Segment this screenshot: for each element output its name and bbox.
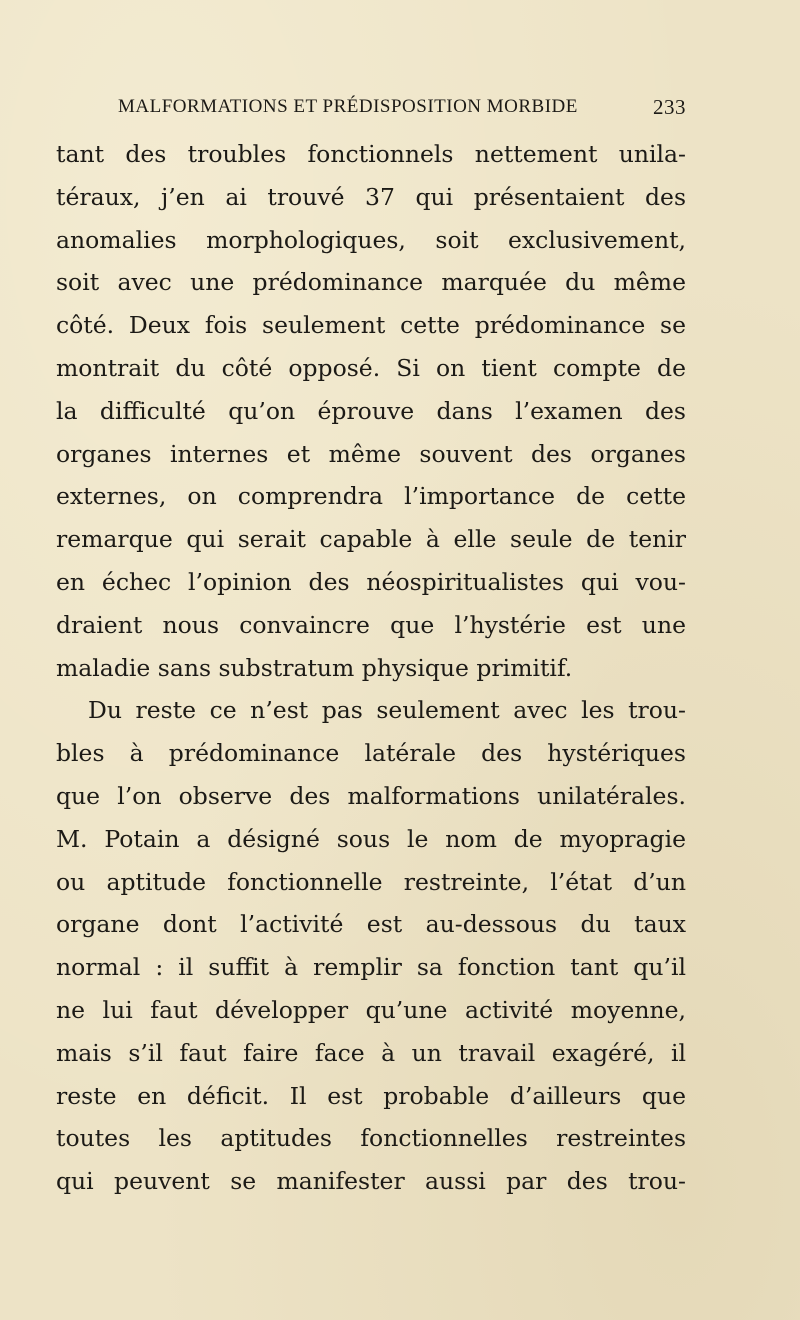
- text-line: organes internes et même souvent des organes: [56, 439, 686, 468]
- text-line: normal : il suffit à remplir sa fonction tant qu’il: [56, 953, 686, 982]
- text-line: mais s’il faut faire face à un travail exagéré, il: [56, 1038, 686, 1067]
- text-line: organe dont l’activité est au-dessous du taux: [56, 910, 686, 939]
- paragraph-end-line: maladie sans substratum physique primitif.: [56, 653, 573, 682]
- body-text: [56, 133, 686, 1203]
- text-line: bles à prédominance latérale des hystériques: [56, 739, 686, 768]
- text-line: ou aptitude fonctionnelle restreinte, l’état d’un: [56, 867, 686, 896]
- text-line: soit avec une prédominance marquée du même: [56, 268, 686, 297]
- text-line: en échec l’opinion des néospiritualistes qui vou-: [56, 567, 686, 596]
- text-line: draient nous convaincre que l’hystérie est une: [56, 610, 686, 639]
- text-line: reste en déficit. Il est probable d’ailleurs que: [56, 1081, 686, 1110]
- paragraph-start-line: Du reste ce n’est pas seulement avec les trou-: [88, 696, 686, 725]
- running-head: [118, 93, 686, 121]
- running-title: MALFORMATIONS ET PRÉDISPOSITION MORBIDE: [118, 96, 578, 117]
- page-number: 233: [653, 95, 686, 119]
- text-line: que l’on observe des malformations unilatérales.: [56, 781, 686, 810]
- text-line: externes, on comprendra l’importance de cette: [56, 482, 686, 511]
- text-line: qui peuvent se manifester aussi par des trou-: [56, 1167, 686, 1196]
- text-line: toutes les aptitudes fonctionnelles restreintes: [56, 1124, 686, 1153]
- text-line: ne lui faut développer qu’une activité moyenne,: [56, 995, 686, 1024]
- text-line: tant des troubles fonctionnels nettement unila-: [56, 140, 686, 168]
- text-line: téraux, j’en ai trouvé 37 qui présentaient des: [56, 182, 686, 211]
- text-line: côté. Deux fois seulement cette prédominance se: [56, 311, 686, 340]
- text-line: la difficulté qu’on éprouve dans l’examen des: [56, 396, 686, 425]
- text-line: montrait du côté opposé. Si on tient compte de: [56, 353, 686, 382]
- text-line: remarque qui serait capable à elle seule de tenir: [56, 525, 686, 554]
- text-line: anomalies morphologiques, soit exclusivement,: [56, 225, 686, 254]
- text-line: M. Potain a désigné sous le nom de myopragie: [56, 824, 686, 853]
